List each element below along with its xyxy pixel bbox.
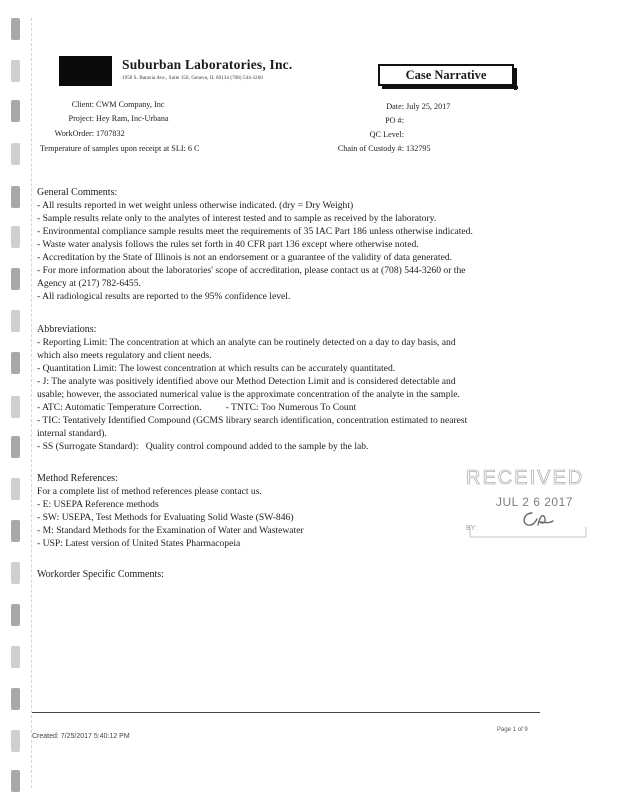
received-stamp-frame: [468, 525, 588, 539]
document-title-box: [378, 64, 514, 86]
qc-label: QC Level:: [369, 130, 404, 139]
method-line: - M: Standard Methods for the Examination of Water and Wastewater: [37, 525, 304, 536]
temperature-row: [40, 144, 200, 153]
workorder-value: 1707832: [96, 129, 125, 138]
created-timestamp: Created: 7/25/2017 5:40:12 PM: [32, 733, 130, 740]
abbreviations-section: [37, 323, 467, 453]
general-line: - Waste water analysis follows the rules set forth in 40 CFR part 136 except where otherwise noted.: [37, 239, 419, 250]
abbreviation-line: - Reporting Limit: The concentration at which an analyte can be routinely detected on a day to day basis, and: [37, 337, 456, 348]
received-stamp-date: JUL 2 6 2017: [496, 495, 573, 509]
binder-hole: [11, 268, 20, 290]
abbreviation-line: - SS (Surrogate Standard): Quality control compound added to the sample by the lab.: [37, 441, 369, 452]
date-label: Date:: [386, 102, 404, 111]
binder-hole: [11, 396, 20, 418]
abbreviation-line: - Quantitation Limit: The lowest concentration at which results can be accurately quantitated.: [37, 363, 396, 374]
binder-hole: [11, 18, 20, 40]
abbreviation-line: - TIC: Tentatively Identified Compound (GCMS library search identification, concentration estimated to nearest: [37, 415, 468, 426]
workorder-comments-section: [37, 568, 164, 581]
method-line: - SW: USEPA, Test Methods for Evaluating Solid Waste (SW-846): [37, 512, 294, 523]
margin-guide: [31, 18, 32, 788]
binder-hole: [11, 100, 20, 122]
binder-hole: [11, 478, 20, 500]
client-label: Client:: [71, 100, 94, 109]
qc-row: [318, 130, 404, 139]
company-name: Suburban Laboratories, Inc.: [122, 57, 293, 72]
project-value: Hey Ram, Inc-Urbana: [96, 114, 169, 123]
abbreviation-line: internal standard).: [37, 428, 107, 439]
company-address: 1950 S. Batavia Ave., Suite 150, Geneva, IL 60134 (708) 544-3260: [122, 76, 263, 81]
project-label: Project:: [68, 114, 94, 123]
general-line: - Accreditation by the State of Illinois is not an endorsement or a guarantee of the validity of data generated.: [37, 252, 453, 263]
binder-hole: [11, 310, 20, 332]
binder-hole: [11, 436, 20, 458]
workorder-comments-title: Workorder Specific Comments:: [37, 569, 164, 580]
po-row: [318, 116, 404, 125]
method-line: - USP: Latest version of United States Pharmacopeia: [37, 538, 241, 549]
general-comments-section: [37, 186, 473, 303]
general-line: - All radiological results are reported to the 95% confidence level.: [37, 291, 291, 302]
project-row: [40, 114, 169, 123]
date-row: [318, 102, 450, 111]
abbreviation-line: - ATC: Automatic Temperature Correction. - TNTC: Too Numerous To Count: [37, 402, 357, 413]
temperature-label: Temperature of samples upon receipt at SLI:: [40, 144, 186, 153]
footer-rule: [32, 712, 540, 713]
binder-hole: [11, 143, 20, 165]
binder-hole: [11, 352, 20, 374]
binder-hole: [11, 646, 20, 668]
abbreviation-line: which also meets regulatory and client needs.: [37, 350, 212, 361]
received-stamp-word: RECEIVED: [466, 467, 585, 489]
page-number: Page 1 of 9: [497, 727, 528, 733]
binder-hole: [11, 520, 20, 542]
coc-row: [318, 144, 431, 153]
binder-hole: [11, 186, 20, 208]
binder-hole: [11, 688, 20, 710]
method-references-title: Method References:: [37, 473, 118, 484]
received-stamp: [456, 467, 590, 541]
temperature-value: 6 C: [187, 144, 200, 153]
received-stamp-by: BY:: [466, 525, 477, 532]
general-line: - All results reported in wet weight unless otherwise indicated. (dry = Dry Weight): [37, 200, 354, 211]
workorder-row: [40, 129, 125, 138]
abbreviation-line: usable; however, the associated numerical value is the approximate concentration of the analyte in the sample.: [37, 389, 460, 400]
document-title: Case Narrative: [405, 67, 487, 82]
method-line: - E: USEPA Reference methods: [37, 499, 159, 510]
general-line: - Sample results relate only to the analytes of interest tested and to sample as received by the laboratory.: [37, 213, 437, 224]
company-logo: [59, 56, 112, 86]
binder-hole: [11, 562, 20, 584]
general-line: - For more information about the laboratories' scope of accreditation, please contact us at (708) 544-3260 or the: [37, 265, 466, 276]
workorder-label: WorkOrder:: [54, 129, 94, 138]
abbreviation-line: - J: The analyte was positively identified above our Method Detection Limit and is considered detectable and: [37, 376, 456, 387]
binder-hole: [11, 226, 20, 248]
coc-value: 132795: [406, 144, 431, 153]
binder-hole: [11, 60, 20, 82]
binder-hole: [11, 604, 20, 626]
general-line: - Environmental compliance sample results meet the requirements of 35 IAC Part 186 unless otherwise indicated.: [37, 226, 473, 237]
method-references-section: [37, 472, 304, 550]
binder-hole: [11, 770, 20, 792]
general-comments-title: General Comments:: [37, 187, 118, 198]
binder-hole: [11, 730, 20, 752]
client-row: [40, 100, 164, 109]
general-line: Agency at (217) 782-6455.: [37, 278, 141, 289]
method-line: For a complete list of method references please contact us.: [37, 486, 262, 497]
po-label: PO #:: [385, 116, 404, 125]
abbreviations-title: Abbreviations:: [37, 324, 97, 335]
coc-label: Chain of Custody #:: [337, 144, 404, 153]
client-value: CWM Company, Inc: [96, 100, 165, 109]
date-value: July 25, 2017: [406, 102, 451, 111]
